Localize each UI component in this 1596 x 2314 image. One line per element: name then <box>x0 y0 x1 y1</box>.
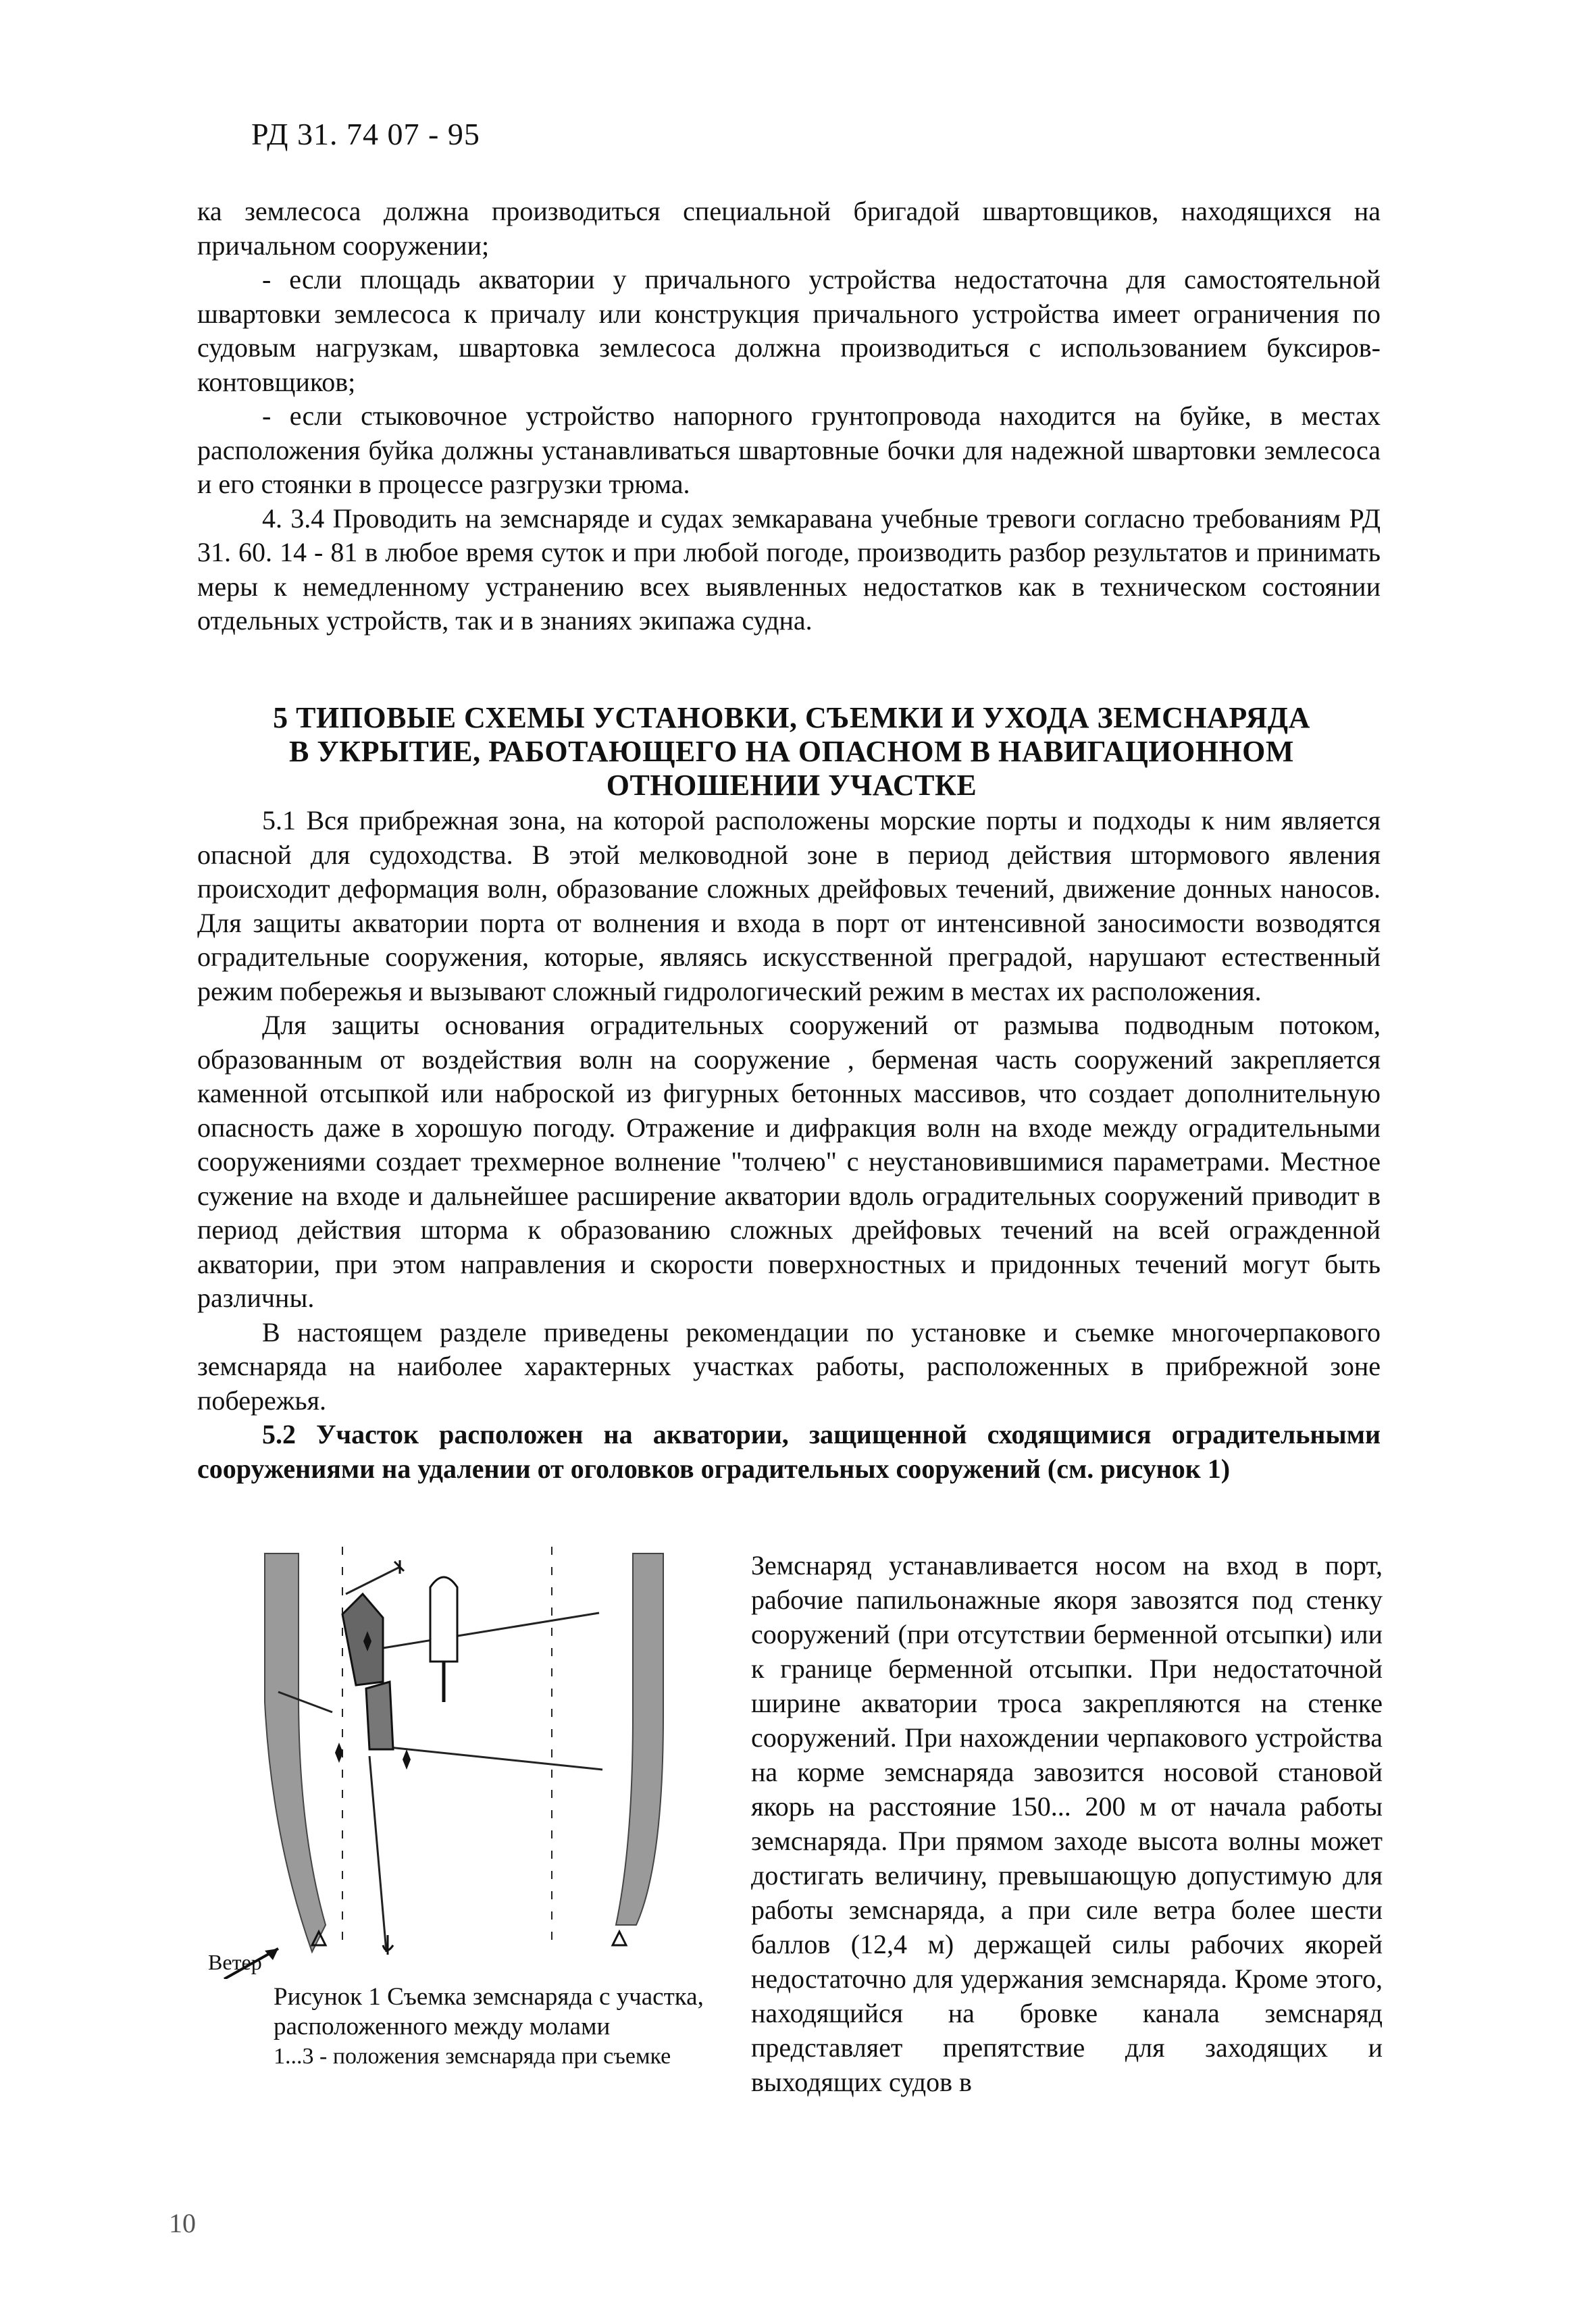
section-title-line: В УКРЫТИЕ, РАБОТАЮЩЕГО НА ОПАСНОМ В НАВИГАЦИОННОМ <box>289 735 1294 768</box>
page-header: РД 31. 74 07 - 95 <box>251 117 480 151</box>
wind-label: Ветер <box>208 1950 262 1974</box>
figure-diagram <box>197 1547 738 1979</box>
caption-line: расположенного между молами <box>274 2013 611 2040</box>
figure-caption <box>274 1982 733 2072</box>
anchor-cable <box>346 1567 400 1594</box>
dredger-position-2 <box>366 1682 393 1749</box>
caption-line: Рисунок 1 Съемка земснаряда с участка, <box>274 1983 704 2011</box>
buoy-icon <box>335 1743 343 1763</box>
paragraph: Для защиты основания оградительных сооружений от размыва подводным потоком, образованным от воздействия волн на сооружение , берменая часть сооружений закрепляется каменной отсыпкой или наброской из фигурных бетонных массивов, что создает дополнительную опасность даже в хорошую погоду. Отражение и дифракция волн на входе между оградительными сооружениями создает трехмерное волнение "толчею" с неустановившимися параметрами. Местное сужение на входе и дальнейшее расширение акватории вдоль оградительных сооружений приводит в период действия шторма к образованию сложных дрейфовых течений на всей огражденной акватории, при этом направления и скорости поверхностных и придонных течений могут быть различны. <box>197 1010 1381 1313</box>
anchor-cable <box>383 1613 599 1648</box>
dredger-position-1 <box>342 1594 383 1685</box>
right-breakwater <box>616 1553 663 1925</box>
section-title-line: ОТНОШЕНИИ УЧАСТКЕ <box>606 769 977 802</box>
buoy-icon <box>403 1749 411 1770</box>
section-title-line: 5 ТИПОВЫЕ СХЕМЫ УСТАНОВКИ, СЪЕМКИ И УХОДА ЗЕМСНАРЯДА <box>273 701 1310 734</box>
paragraph: В настоящем разделе приведены рекомендации по установке и съемке многочерпакового земснаряда на наиболее характерных участках работы, расположенных в прибрежной зоне побережья. <box>197 1316 1381 1416</box>
page-number: 10 <box>169 2208 196 2238</box>
paragraph: Земснаряд устанавливается носом на вход в порт, рабочие папильонажные якоря завозятся под стенку сооружений (при отсутствии берменной отсыпки) или к границе берменной отсыпки. При недостаточной ширине акватории троса закрепляются на стенке сооружений. При нахождении черпакового устройства на корме земснаряда завозится носовой становой якорь на расстояние 150... 200 м от начала работы земснаряда. При прямом заходе высота волны может достигать величину, превышающую допустимую для работы земснаряда, а при силе ветра более шести баллов (12,4 м) держащей силы рабочих якорей недостаточно для удержания земснаряда. Кроме этого, находящийся на бровке канала земснаряд представляет препятствие для заходящих и выходящих судов в <box>751 1550 1383 2097</box>
anchor-cable <box>369 1756 386 1952</box>
body-text-top <box>197 195 1381 638</box>
paragraph: - если площадь акватории у причального устройства недостаточна для самостоятельной швартовки землесоса к причалу или конструкция причального устройства имеет ограничения по судовым нагрузкам, швартовка землесоса должна производиться с использованием буксиров-контовщиков; <box>197 264 1381 397</box>
body-text-mid <box>197 804 1381 1486</box>
triangle-marker-icon <box>613 1932 626 1945</box>
paragraph: 5.1 Вся прибрежная зона, на которой расположены морские порты и подходы к ним является опасной для судоходства. В этой мелководной зоне в период действия штормового явления происходит деформация волн, образование сложных дрейфовых течений, движение донных наносов. Для защиты акватории порта от волнения и входа в порт от интенсивной заносимости возводятся оградительные сооружения, которые, являясь искусственной преградой, нарушают естественный режим побережья и вызывают сложный гидрологический режим в местах их расположения. <box>197 805 1381 1006</box>
side-text <box>751 1548 1383 2099</box>
paragraph: ка землесоса должна производиться специальной бригадой швартовщиков, находящихся на причальном сооружении; <box>197 196 1381 261</box>
anchor-cable <box>376 1746 602 1770</box>
caption-line: 1...3 - положения земснаряда при съемке <box>274 2044 671 2069</box>
paragraph: - если стыковочное устройство напорного грунтопровода находится на буйке, в местах расположения буйка должны устанавливаться швартовные бочки для надежной швартовки землесоса и его стоянки в процессе разгрузки трюма. <box>197 401 1381 499</box>
anchor-icon <box>394 1560 404 1574</box>
subsection-heading: 5.2 Участок расположен на акватории, защищенной сходящимися оградительными сооружениями на удалении от оголовков оградительных сооружений (см. рисунок 1) <box>197 1419 1381 1484</box>
dredger-position-3 <box>430 1577 457 1662</box>
left-breakwater <box>265 1553 326 1952</box>
paragraph: 4. 3.4 Проводить на земснаряде и судах земкаравана учебные тревоги согласно требованиям РД 31. 60. 14 - 81 в любое время суток и при любой погоде, производить разбор результатов и принимать меры к немедленному устранению всех выявленных недостатков как в техническом состоянии отдельных устройств, так и в знаниях экипажа судна. <box>197 503 1381 636</box>
section-title <box>197 701 1386 802</box>
